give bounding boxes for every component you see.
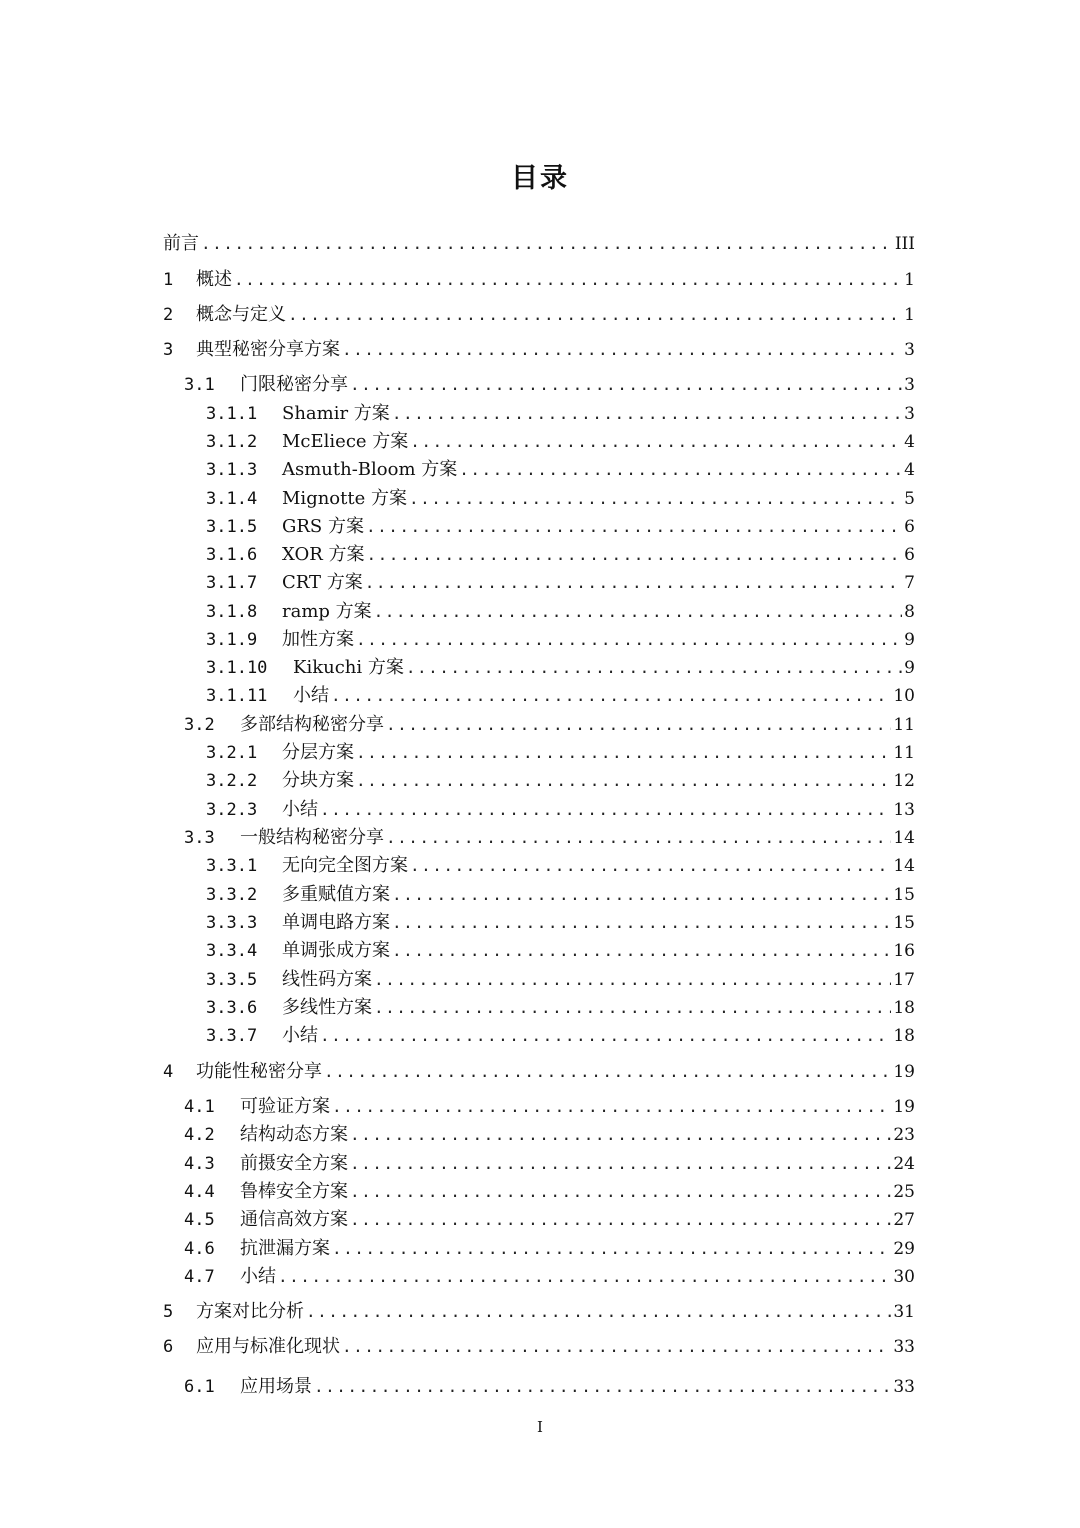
toc-entry-title: 前言 bbox=[163, 233, 199, 254]
toc-dot-leader bbox=[356, 630, 902, 650]
toc-dot-leader bbox=[201, 234, 893, 254]
toc-entry-page: 1 bbox=[904, 270, 915, 290]
toc-entry-number: 6.1 bbox=[184, 1377, 215, 1397]
toc-entry-page: 29 bbox=[893, 1239, 915, 1259]
toc-entry[interactable] bbox=[206, 905, 915, 933]
toc-entry[interactable] bbox=[163, 226, 915, 254]
toc-entry-title: 应用场景 bbox=[240, 1376, 312, 1397]
toc-entry-page: 4 bbox=[904, 432, 915, 452]
toc-entry-title: 多部结构秘密分享 bbox=[240, 714, 384, 735]
toc-entry-page: 3 bbox=[904, 375, 915, 395]
toc-entry-number: 3.3.2 bbox=[206, 885, 258, 905]
toc-entry-title: 加性方案 bbox=[282, 629, 354, 650]
toc-entry[interactable] bbox=[206, 763, 915, 791]
toc-entry-number: 1 bbox=[163, 270, 174, 290]
toc-dot-leader bbox=[350, 1125, 891, 1145]
toc-entry-page: 15 bbox=[893, 913, 915, 933]
toc-entry-page: 5 bbox=[904, 489, 915, 509]
toc-entry-page: 18 bbox=[893, 998, 915, 1018]
toc-entry[interactable] bbox=[184, 707, 915, 735]
toc-dot-leader bbox=[331, 686, 891, 706]
toc-dot-leader bbox=[350, 1154, 891, 1174]
toc-entry-page: 17 bbox=[893, 970, 915, 990]
toc-entry-number: 3.1.11 bbox=[206, 686, 268, 706]
toc-entry-title: 概述 bbox=[196, 269, 232, 290]
toc-entry-title: Kikuchi 方案 bbox=[293, 657, 404, 678]
toc-dot-leader bbox=[350, 1182, 891, 1202]
toc-entry[interactable] bbox=[206, 848, 915, 876]
toc-dot-leader bbox=[459, 460, 902, 480]
toc-entry-title: 鲁棒安全方案 bbox=[240, 1181, 348, 1202]
toc-entry-page: 15 bbox=[893, 885, 915, 905]
toc-entry-page: III bbox=[894, 234, 915, 254]
toc-entry-page: 7 bbox=[904, 573, 915, 593]
toc-entry-number: 4.4 bbox=[184, 1182, 215, 1202]
toc-dot-leader bbox=[350, 375, 902, 395]
toc-entry[interactable] bbox=[163, 262, 915, 290]
toc-entry-title: 门限秘密分享 bbox=[240, 374, 348, 395]
toc-entry[interactable] bbox=[206, 792, 915, 820]
toc-entry-page: 8 bbox=[904, 602, 915, 622]
toc-entry-number: 3.1.7 bbox=[206, 573, 258, 593]
toc-entry-number: 4 bbox=[163, 1062, 174, 1082]
toc-entry[interactable] bbox=[206, 735, 915, 763]
toc-entry-title: CRT 方案 bbox=[282, 572, 363, 593]
toc-entry-title: 方案对比分析 bbox=[196, 1301, 304, 1322]
toc-dot-leader bbox=[365, 573, 902, 593]
toc-entry-number: 3.1.4 bbox=[206, 489, 258, 509]
toc-dot-leader bbox=[410, 432, 902, 452]
toc-entry[interactable] bbox=[163, 1329, 915, 1357]
toc-entry-number: 3.1.5 bbox=[206, 517, 258, 537]
toc-entry[interactable] bbox=[163, 297, 915, 325]
toc-entry-title: 线性码方案 bbox=[282, 969, 372, 990]
toc-dot-leader bbox=[392, 885, 891, 905]
toc-entry[interactable] bbox=[206, 990, 915, 1018]
toc-entry-number: 3.1.6 bbox=[206, 545, 258, 565]
toc-entry[interactable] bbox=[184, 1202, 915, 1230]
toc-entry-number: 3.2 bbox=[184, 715, 215, 735]
toc-entry-number: 4.5 bbox=[184, 1210, 215, 1230]
toc-entry-title: ramp 方案 bbox=[282, 601, 372, 622]
toc-entry-number: 3.3 bbox=[184, 828, 215, 848]
toc-dot-leader bbox=[320, 800, 891, 820]
toc-entry-title: 可验证方案 bbox=[240, 1096, 330, 1117]
toc-dot-leader bbox=[306, 1302, 891, 1322]
toc-entry[interactable] bbox=[206, 962, 915, 990]
toc-entry-number: 3.2.1 bbox=[206, 743, 258, 763]
toc-dot-leader bbox=[350, 1210, 891, 1230]
toc-entry-title: 小结 bbox=[240, 1266, 276, 1287]
toc-entry[interactable] bbox=[206, 678, 915, 706]
toc-entry[interactable] bbox=[206, 1018, 915, 1046]
toc-entry-title: 抗泄漏方案 bbox=[240, 1238, 330, 1259]
toc-entry[interactable] bbox=[184, 1369, 915, 1397]
toc-dot-leader bbox=[374, 602, 903, 622]
toc-entry-page: 16 bbox=[893, 941, 915, 961]
toc-entry[interactable] bbox=[206, 622, 915, 650]
toc-entry-title: Shamir 方案 bbox=[282, 403, 390, 424]
toc-dot-leader bbox=[406, 658, 902, 678]
toc-entry-title: Asmuth-Bloom 方案 bbox=[282, 459, 458, 480]
toc-dot-leader bbox=[374, 998, 891, 1018]
toc-dot-leader bbox=[386, 828, 891, 848]
toc-entry-page: 18 bbox=[893, 1026, 915, 1046]
toc-entry-number: 4.2 bbox=[184, 1125, 215, 1145]
toc-entry-page: 30 bbox=[893, 1267, 915, 1287]
toc-entry-page: 14 bbox=[893, 856, 915, 876]
toc-dot-leader bbox=[409, 489, 902, 509]
toc-entry-page: 19 bbox=[893, 1062, 915, 1082]
toc-entry-number: 3 bbox=[163, 340, 174, 360]
toc-entry-title: 功能性秘密分享 bbox=[196, 1061, 322, 1082]
toc-entry[interactable] bbox=[184, 1089, 915, 1117]
toc-entry[interactable] bbox=[206, 594, 915, 622]
toc-entry[interactable] bbox=[163, 332, 915, 360]
toc-dot-leader bbox=[410, 856, 891, 876]
toc-dot-leader bbox=[366, 517, 902, 537]
toc-entry-title: 单调电路方案 bbox=[282, 912, 390, 933]
toc-entry-page: 33 bbox=[893, 1377, 915, 1397]
toc-entry-number: 4.3 bbox=[184, 1154, 215, 1174]
toc-title: 目录 bbox=[511, 163, 569, 194]
toc-entry-page: 10 bbox=[893, 686, 915, 706]
toc-entry-title: 小结 bbox=[282, 799, 318, 820]
toc-entry[interactable] bbox=[184, 1146, 915, 1174]
toc-entry[interactable] bbox=[163, 1294, 915, 1322]
toc-entry-number: 3.1.3 bbox=[206, 460, 258, 480]
toc-entry-title: GRS 方案 bbox=[282, 516, 364, 537]
toc-entry[interactable] bbox=[206, 877, 915, 905]
toc-dot-leader bbox=[356, 743, 891, 763]
toc-entry-page: 6 bbox=[904, 517, 915, 537]
toc-entry-page: 4 bbox=[904, 460, 915, 480]
toc-dot-leader bbox=[320, 1026, 891, 1046]
toc-entry-page: 12 bbox=[893, 771, 915, 791]
page-number: I bbox=[537, 1418, 543, 1436]
toc-entry-number: 4.1 bbox=[184, 1097, 215, 1117]
toc-dot-leader bbox=[342, 1337, 891, 1357]
toc-dot-leader bbox=[392, 404, 902, 424]
toc-dot-leader bbox=[374, 970, 891, 990]
toc-entry-page: 24 bbox=[893, 1154, 915, 1174]
toc-entry-page: 6 bbox=[904, 545, 915, 565]
toc-entry-title: 分层方案 bbox=[282, 742, 354, 763]
toc-dot-leader bbox=[314, 1377, 891, 1397]
toc-entry[interactable] bbox=[206, 509, 915, 537]
toc-entry-title: 通信高效方案 bbox=[240, 1209, 348, 1230]
toc-entry[interactable] bbox=[184, 820, 915, 848]
toc-entry-title: 无向完全图方案 bbox=[282, 855, 408, 876]
toc-entry-title: 小结 bbox=[293, 685, 329, 706]
toc-entry-page: 9 bbox=[904, 630, 915, 650]
toc-entry[interactable] bbox=[206, 481, 915, 509]
toc-entry-page: 23 bbox=[893, 1125, 915, 1145]
toc-entry-number: 4.6 bbox=[184, 1239, 215, 1259]
toc-entry-number: 3.1 bbox=[184, 375, 215, 395]
toc-entry-number: 3.1.10 bbox=[206, 658, 268, 678]
toc-entry-title: 结构动态方案 bbox=[240, 1124, 348, 1145]
toc-entry-number: 3.2.2 bbox=[206, 771, 258, 791]
toc-entry-number: 3.1.1 bbox=[206, 404, 258, 424]
toc-dot-leader bbox=[324, 1062, 891, 1082]
toc-entry-page: 14 bbox=[893, 828, 915, 848]
toc-entry-page: 25 bbox=[893, 1182, 915, 1202]
toc-dot-leader bbox=[367, 545, 903, 565]
toc-entry-page: 11 bbox=[893, 743, 915, 763]
toc-entry-title: 一般结构秘密分享 bbox=[240, 827, 384, 848]
toc-dot-leader bbox=[332, 1239, 891, 1259]
toc-entry-title: 小结 bbox=[282, 1025, 318, 1046]
toc-entry-number: 3.3.4 bbox=[206, 941, 258, 961]
toc-entry-title: 单调张成方案 bbox=[282, 940, 390, 961]
toc-dot-leader bbox=[386, 715, 891, 735]
toc-entry[interactable] bbox=[206, 396, 915, 424]
toc-dot-leader bbox=[356, 771, 891, 791]
toc-entry-page: 27 bbox=[893, 1210, 915, 1230]
toc-entry[interactable] bbox=[184, 1117, 915, 1145]
toc-entry[interactable] bbox=[184, 1259, 915, 1287]
toc-entry-number: 5 bbox=[163, 1302, 174, 1322]
toc-entry[interactable] bbox=[206, 933, 915, 961]
toc-entry-title: 概念与定义 bbox=[196, 304, 286, 325]
toc-entry[interactable] bbox=[184, 367, 915, 395]
toc-dot-leader bbox=[278, 1267, 891, 1287]
toc-dot-leader bbox=[392, 941, 891, 961]
toc-entry-page: 19 bbox=[893, 1097, 915, 1117]
toc-entry-number: 3.3.3 bbox=[206, 913, 258, 933]
toc-entry-page: 33 bbox=[893, 1337, 915, 1357]
toc-entry-number: 3.3.6 bbox=[206, 998, 258, 1018]
toc-entry[interactable] bbox=[184, 1231, 915, 1259]
toc-entry-page: 11 bbox=[893, 715, 915, 735]
toc-dot-leader bbox=[342, 340, 902, 360]
toc-entry-page: 3 bbox=[904, 340, 915, 360]
toc-entry-number: 3.3.5 bbox=[206, 970, 258, 990]
toc-entry-number: 2 bbox=[163, 305, 174, 325]
toc-entry-title: 分块方案 bbox=[282, 770, 354, 791]
toc-entry-number: 3.2.3 bbox=[206, 800, 258, 820]
toc-entry-title: 多线性方案 bbox=[282, 997, 372, 1018]
toc-entry-page: 31 bbox=[893, 1302, 915, 1322]
toc-entry[interactable] bbox=[184, 1174, 915, 1202]
toc-dot-leader bbox=[332, 1097, 891, 1117]
toc-entry-title: 典型秘密分享方案 bbox=[196, 339, 340, 360]
toc-entry-number: 3.1.9 bbox=[206, 630, 258, 650]
toc-entry-title: XOR 方案 bbox=[282, 544, 365, 565]
toc-dot-leader bbox=[392, 913, 891, 933]
toc-entry-title: 前摄安全方案 bbox=[240, 1153, 348, 1174]
toc-entry-title: 应用与标准化现状 bbox=[196, 1336, 340, 1357]
toc-entry[interactable] bbox=[206, 452, 915, 480]
toc-entry-number: 3.1.8 bbox=[206, 602, 258, 622]
toc-entry-number: 6 bbox=[163, 1337, 174, 1357]
toc-entry[interactable] bbox=[206, 537, 915, 565]
toc-entry-number: 3.3.7 bbox=[206, 1026, 258, 1046]
toc-entry-number: 3.1.2 bbox=[206, 432, 258, 452]
toc-entry[interactable] bbox=[206, 424, 915, 452]
toc-dot-leader bbox=[288, 305, 902, 325]
toc-entry-page: 1 bbox=[904, 305, 915, 325]
toc-entry-title: Mignotte 方案 bbox=[282, 488, 407, 509]
toc-entry-page: 9 bbox=[904, 658, 915, 678]
toc-entry-title: McEliece 方案 bbox=[282, 431, 409, 452]
toc-dot-leader bbox=[234, 270, 902, 290]
toc-entry-number: 3.3.1 bbox=[206, 856, 258, 876]
toc-entry-title: 多重赋值方案 bbox=[282, 884, 390, 905]
toc-entry[interactable] bbox=[206, 565, 915, 593]
toc-entry-page: 13 bbox=[893, 800, 915, 820]
toc-entry[interactable] bbox=[206, 650, 915, 678]
toc-entry-number: 4.7 bbox=[184, 1267, 215, 1287]
toc-entry[interactable] bbox=[163, 1054, 915, 1082]
toc-entry-page: 3 bbox=[904, 404, 915, 424]
